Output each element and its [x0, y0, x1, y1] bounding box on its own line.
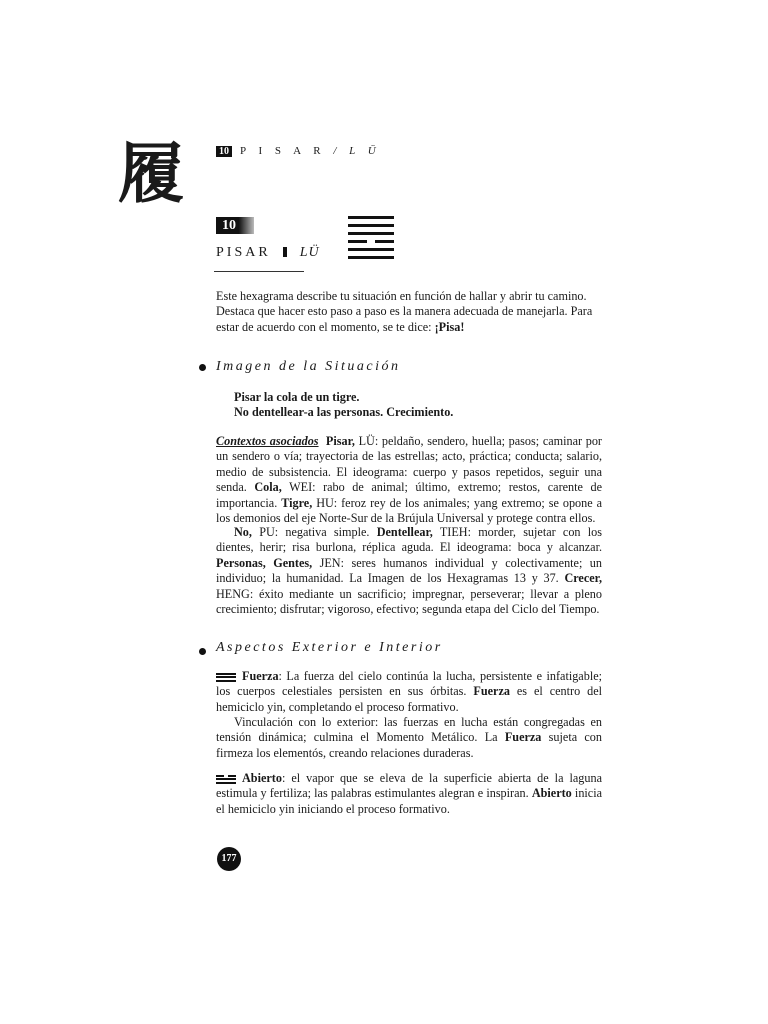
- contextos-text: JEN: seres humanos individual y colectivamente; un individuo; la humanidad. La Imagen de los Hexagramas 13 y 37.: [216, 555, 602, 586]
- fuerza-term: Fuerza: [504, 730, 542, 745]
- section-heading-imagen: Imagen de la Situación: [216, 359, 401, 374]
- fuerza-text: es el centro del hemiciclo yin, completando el proceso formativo.: [216, 684, 602, 714]
- fuerza-paragraph: [216, 669, 602, 715]
- fuerza-term: Fuerza: [242, 669, 279, 683]
- contextos-term: Dentellear,: [376, 525, 433, 539]
- running-header-latin: L Ü: [349, 145, 381, 157]
- running-header-title: P I S A R: [240, 145, 326, 157]
- contextos-text: HENG: éxito mediante un sacrificio; impregnar, perseverar; llevar a pleno crecimiento; disfrutar; vigoroso, efectivo; segunda etapa del Ciclo del Tiempo.: [216, 586, 602, 617]
- fuerza-text: Vinculación con lo exterior: las fuerzas en lucha están congregadas en tensión dinámica; culmina el Momento Metálico. La: [216, 715, 602, 745]
- contextos-text: TIEH: morder, sujetar con los dientes, herir; risa burlona, réplica aguda. El ideograma: boca y alcanzar.: [216, 525, 602, 555]
- chapter-title-name: PISAR: [216, 245, 271, 260]
- hexagram-line: [348, 232, 394, 235]
- abierto-paragraph: [216, 771, 602, 817]
- trigram-heaven-icon: [216, 673, 236, 682]
- abierto-term: Abierto: [531, 786, 572, 801]
- intro-emphasis: ¡Pisa!: [434, 319, 465, 334]
- fuerza-term: Fuerza: [473, 684, 510, 699]
- quote-line: Pisar la cola de un tigre.: [234, 390, 360, 404]
- abierto-text: : el vapor que se eleva de la superficie abierta de la laguna estimula y fertiliza; las palabras estimulantes alegran e inspiran.: [216, 771, 602, 801]
- abierto-text: inicia el hemiciclo yin iniciando el proceso formativo.: [216, 786, 603, 816]
- contextos-text: PU: negativa simple.: [251, 525, 377, 539]
- chapter-number-badge: 10: [216, 217, 254, 234]
- running-header-sep: /: [325, 145, 350, 157]
- section-heading-aspectos: Aspectos Exterior e Interior: [216, 640, 443, 655]
- contextos-term: Cola,: [254, 480, 282, 495]
- contextos-text: LÜ: peldaño, sendero, huella; pasos; caminar por un sendero o vía; trayectoria de las estrellas; acto, práctica; conducta; salario, medio de subsistencia. El ideograma: cuerpo y pasos repetidos, seguir una senda.: [216, 434, 602, 495]
- trigram-lake-icon: [216, 775, 236, 784]
- hexagram-line: [348, 240, 394, 243]
- contextos-paragraph: [216, 434, 602, 526]
- section-bullet-icon: [199, 648, 206, 655]
- fuerza-paragraph-2: [216, 715, 602, 761]
- contextos-term: Pisar,: [325, 434, 355, 448]
- page-number: 177: [217, 847, 241, 871]
- hexagram-ideogram: 履: [118, 134, 184, 212]
- running-header: [216, 145, 381, 157]
- chapter-title-latin: LÜ: [299, 245, 320, 260]
- contextos-text: HU: feroz rey de los animales; yang extremo; se opone a los demonios del eje Norte-Sur de la Brújula Universal y protege contra ellos.: [216, 495, 602, 526]
- contextos-term: No,: [234, 525, 252, 539]
- hexagram-line: [348, 256, 394, 259]
- running-header-badge: 10: [216, 146, 232, 157]
- contextos-term: Crecer,: [564, 571, 602, 586]
- hexagram-line: [348, 216, 394, 219]
- fuerza-text: : La fuerza del cielo continúa la lucha, persistente e infatigable; los cuerpos celestiales persisten en sus órbitas.: [216, 669, 602, 699]
- title-separator-bar: [283, 247, 287, 257]
- section-bullet-icon: [199, 364, 206, 371]
- hexagram-line: [348, 248, 394, 251]
- contextos-text: WEI: rabo de animal; último, extremo; restos, carente de importancia.: [216, 480, 603, 510]
- hexagram-line: [348, 224, 394, 227]
- intro-paragraph: Este hexagrama describe tu situación en función de hallar y abrir tu camino. Destaca que hacer esto paso a paso es la manera adecuada de manejarla. Para estar de acuerdo con el momento, se te dice: ¡Pisa!: [216, 289, 593, 334]
- contextos-label: Contextos asociados: [216, 434, 319, 448]
- contextos-term: Personas, Gentes,: [216, 555, 313, 570]
- chapter-title: [216, 245, 320, 261]
- quote-line: No dentellear-a las personas. Crecimiento.: [234, 405, 454, 419]
- hexagram-icon: [348, 216, 394, 264]
- abierto-term: Abierto: [242, 771, 282, 785]
- title-rule: [214, 271, 304, 272]
- contextos-paragraph-2: [216, 525, 602, 617]
- contextos-term: Tigre,: [281, 495, 313, 510]
- fuerza-text: sujeta con firmeza los elementós, creando relaciones duraderas.: [216, 730, 602, 760]
